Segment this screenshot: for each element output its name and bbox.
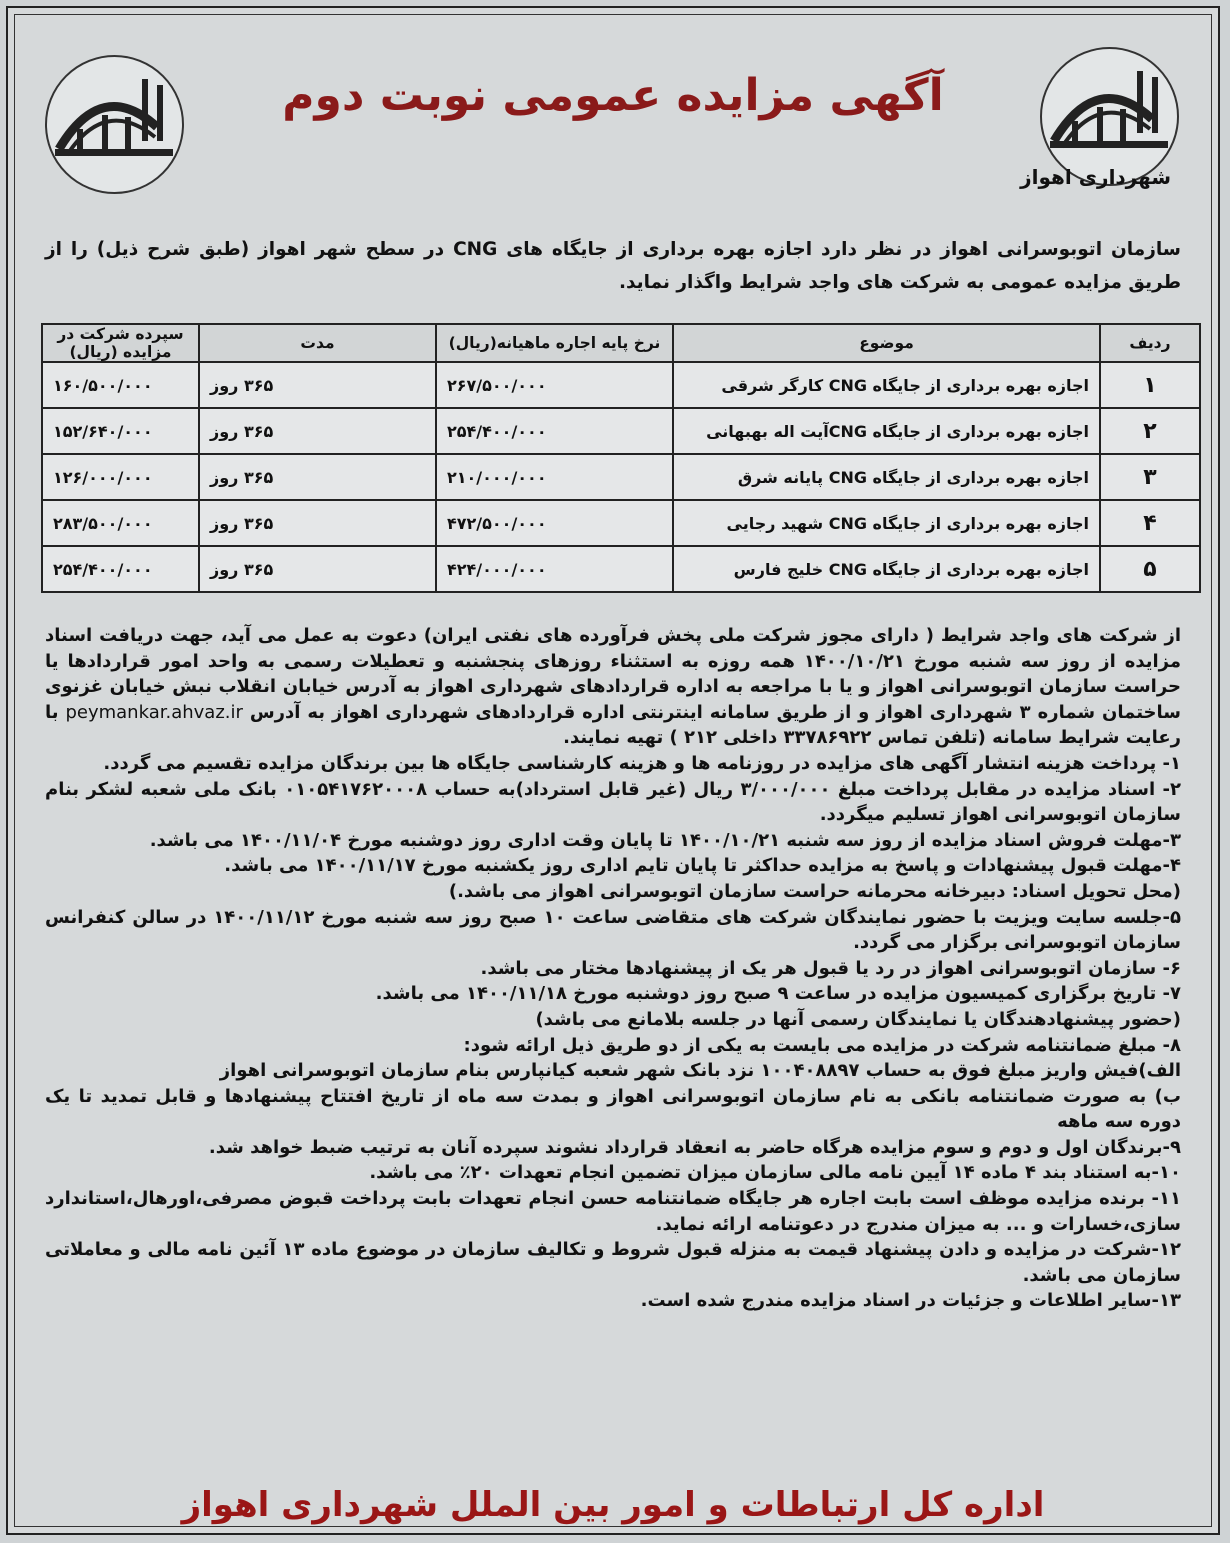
notice-page [6,6,1220,1535]
row-deposit: ۲۸۳/۵۰۰/۰۰۰ [42,500,199,546]
table-row [42,362,1200,408]
condition-item: ب) به صورت ضمانتنامه بانکی به نام سازمان اتوبوسرانی اهواز و بمدت سه ماه از تاریخ افتتاح پیشنهادها و قابل تمدید تا یک دوره سه ماهه [45,1085,1181,1133]
row-duration: ۳۶۵ روز [199,500,436,546]
row-deposit: ۱۲۶/۰۰۰/۰۰۰ [42,454,199,500]
invitation-text-end: با رعایت شرایط سامانه (تلفن تماس ۳۳۷۸۶۹۲۲ داخلی ۲۱۲ ) تهیه نمایند. [45,701,1181,749]
header-base-rate: نرخ پایه اجاره ماهیانه(ریال) [436,324,673,362]
header-duration: مدت [199,324,436,362]
condition-item: ۴-مهلت قبول پیشنهادات و پاسخ به مزایده حداکثر تا پایان تایم اداری روز یکشنبه مورخ ۱۴۰۰/۱۱/۱۷ می باشد. [224,855,1181,877]
row-base-rate: ۴۷۲/۵۰۰/۰۰۰ [436,500,673,546]
row-subject: اجازه بهره برداری از جایگاه CNG پایانه شرق [673,454,1100,500]
condition-item: ۱۰-به استناد بند ۴ ماده ۱۴ آیین نامه مالی سازمان میزان تضمین انجام تعهدات ۲۰٪ می باشد. [369,1162,1181,1184]
bridge-logo-left [45,55,184,194]
row-duration: ۳۶۵ روز [199,546,436,592]
header-row-number: ردیف [1100,324,1200,362]
condition-item: ۵-جلسه سایت ویزیت با حضور نمایندگان شرکت های متقاضی ساعت ۱۰ صبح روز سه شنبه مورخ ۱۴۰۰/۱۱/۱۲ در سالن کنفرانس سازمان اتوبوسرانی برگزار می گردد. [45,906,1181,954]
row-number: ۵ [1100,546,1200,592]
condition-item: ۱۱- برنده مزایده موظف است بابت اجاره هر جایگاه ضمانتنامه حسن انجام تعهدات بابت پرداخت قبوض مصرفی،اورهال،استاندارد سازی،خسارات و ... به میزان مندرج در دعوتنامه ارائه نماید. [45,1188,1181,1235]
notice-header [15,15,1211,220]
website-link[interactable]: peymankar.ahvaz.ir [65,701,243,723]
invitation-text: از شرکت های واجد شرایط ( دارای مجوز شرکت ملی پخش فرآورده های نفتی ایران) دعوت به عمل می آید، جهت دریافت اسناد مزایده از روز سه شنبه مورخ ۱۴۰۰/۱۰/۲۱ همه روزه به استثناء روزهای پنجشنبه و تعطیلات رسمی به واحد امور قراردادها یا حراست سازمان اتوبوسرانی اهواز و یا با مراجعه به اداره قراردادهای شهرداری اهواز به آدرس خیابان انقلاب نبش خیابان غزنوی ساختمان شماره ۳ شهرداری اهواز و از طریق سامانه اینترنتی اداره قراردادهای شهرداری اهواز به آدرس [45,625,1181,723]
row-subject: اجازه بهره برداری از جایگاه CNG کارگر شرقی [673,362,1100,408]
condition-item: ۷- تاریخ برگزاری کمیسیون مزایده در ساعت ۹ صبح روز دوشنبه مورخ ۱۴۰۰/۱۱/۱۸ می باشد. [375,983,1181,1005]
table-row [42,454,1200,500]
condition-item: ۶- سازمان اتوبوسرانی اهواز در رد یا قبول هر یک از پیشنهادها مختار می باشد. [480,957,1181,979]
table-row [42,546,1200,592]
notice-body [45,623,1181,1314]
row-base-rate: ۲۱۰/۰۰۰/۰۰۰ [436,454,673,500]
municipality-label: شهرداری اهواز [1020,165,1171,189]
auction-table [41,323,1201,593]
row-subject: اجازه بهره برداری از جایگاه CNG خلیج فارس [673,546,1100,592]
condition-item: ۳-مهلت فروش اسناد مزایده از روز سه شنبه ۱۴۰۰/۱۰/۲۱ تا پایان وقت اداری روز دوشنبه مورخ ۱۴۰۰/۱۱/۰۴ می باشد. [149,829,1181,851]
condition-item: ۱- پرداخت هزینه انتشار آگهی های مزایده در روزنامه ها و هزینه کارشناسی جایگاه ها بین برندگان مزایده تقسیم می گردد. [103,752,1181,774]
condition-item: (محل تحویل اسناد: دبیرخانه محرمانه حراست سازمان اتوبوسرانی اهواز می باشد.) [448,880,1181,902]
condition-item: ۹-برندگان اول و دوم و سوم مزایده هرگاه حاضر به انعقاد قرارداد نشوند سپرده آنان به ترتیب ضبط خواهد شد. [208,1136,1181,1158]
table-row [42,500,1200,546]
row-duration: ۳۶۵ روز [199,362,436,408]
invitation-paragraph [45,623,1181,751]
row-deposit: ۲۵۴/۴۰۰/۰۰۰ [42,546,199,592]
row-base-rate: ۲۶۷/۵۰۰/۰۰۰ [436,362,673,408]
row-base-rate: ۲۵۴/۴۰۰/۰۰۰ [436,408,673,454]
row-duration: ۳۶۵ روز [199,454,436,500]
row-deposit: ۱۶۰/۵۰۰/۰۰۰ [42,362,199,408]
condition-item: الف)فیش واریز مبلغ فوق به حساب ۱۰۰۴۰۸۸۹۷ نزد بانک شهر شعبه کیانپارس بنام سازمان اتوبوسرانی اهواز [219,1060,1181,1082]
condition-item: ۱۳-سایر اطلاعات و جزئیات در اسناد مزایده مندرج شده است. [640,1290,1181,1312]
header-subject: موضوع [673,324,1100,362]
row-number: ۲ [1100,408,1200,454]
notice-frame [14,14,1212,1527]
table-header-row [42,324,1200,362]
table-row [42,408,1200,454]
row-deposit: ۱۵۲/۶۴۰/۰۰۰ [42,408,199,454]
row-subject: اجازه بهره برداری از جایگاه CNGآیت اله بهبهانی [673,408,1100,454]
condition-item: (حضور پیشنهادهندگان یا نمایندگان رسمی آنها در جلسه بلامانع می باشد) [535,1008,1181,1030]
notice-title: آگهی مزایده عمومی نوبت دوم [282,70,944,121]
header-deposit: سپرده شرکت در مزایده (ریال) [42,324,199,362]
intro-paragraph: سازمان اتوبوسرانی اهواز در نظر دارد اجازه بهره برداری از جایگاه های CNG در سطح شهر اهواز (طبق شرح ذیل) را از طریق مزایده عمومی به شرکت های واجد شرایط واگذار نماید. [45,239,1181,293]
condition-item: ۲- اسناد مزایده در مقابل پرداخت مبلغ ۳/۰۰۰/۰۰۰ ریال (غیر قابل استرداد)به حساب ۰۱۰۵۴۱۷۶۲۰۰۰۸ بانک ملی شعبه لشکر بنام سازمان اتوبوسرانی اهواز تسلیم میگردد. [45,778,1182,826]
row-duration: ۳۶۵ روز [199,408,436,454]
row-base-rate: ۴۲۴/۰۰۰/۰۰۰ [436,546,673,592]
condition-item: ۱۲-شرکت در مزایده و دادن پیشنهاد قیمت به منزله قبول شروط و تکالیف سازمان در موضوع ماده ۱۳ آئین نامه مالی و معاملاتی سازمان می باشد. [45,1239,1181,1286]
footer-department: اداره کل ارتباطات و امور بین الملل شهرداری اهواز [181,1485,1045,1525]
row-number: ۴ [1100,500,1200,546]
condition-item: ۸- مبلغ ضمانتنامه شرکت در مزایده می بایست به یکی از دو طریق ذیل ارائه شود: [463,1034,1181,1056]
row-subject: اجازه بهره برداری از جایگاه CNG شهید رجایی [673,500,1100,546]
row-number: ۱ [1100,362,1200,408]
row-number: ۳ [1100,454,1200,500]
